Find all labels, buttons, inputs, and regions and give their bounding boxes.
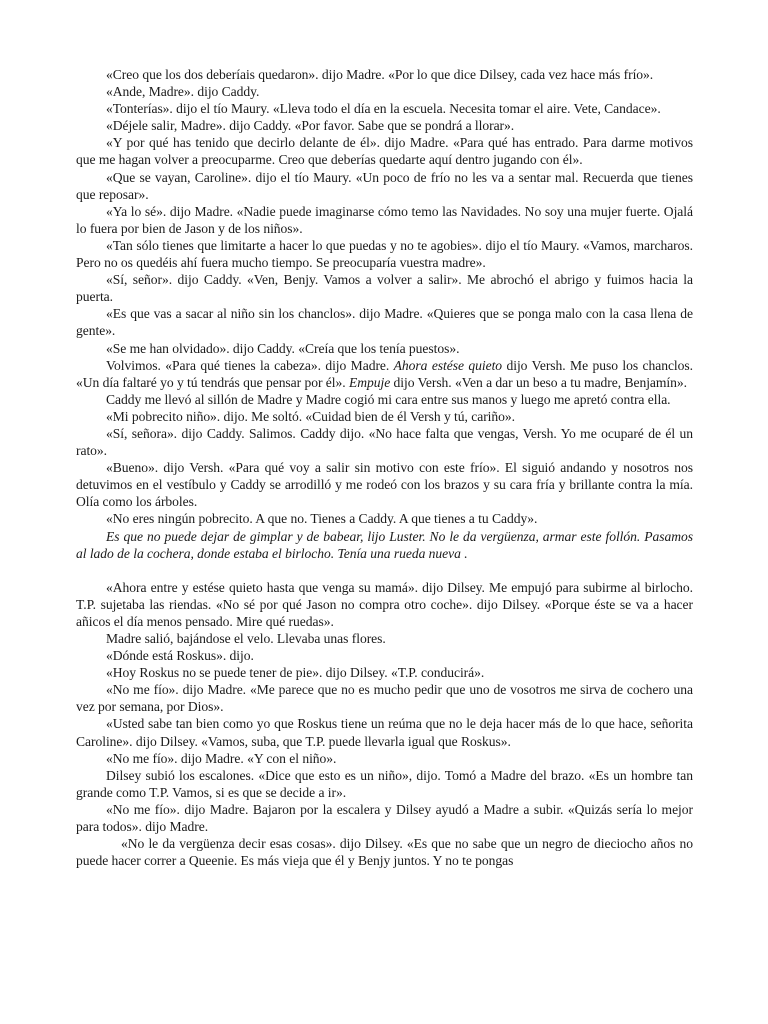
paragraph xyxy=(76,305,693,339)
text-run: «No me fío». dijo Madre. «Me parece que no es mucho pedir que uno de vosotros me sirva de cochero una vez por semana, por Dios». xyxy=(76,682,693,715)
paragraph xyxy=(76,83,693,100)
paragraph xyxy=(76,681,693,715)
text-run: Dilsey subió los escalones. «Dice que esto es un niño», dijo. Tomó a Madre del brazo. «Es un hombre tan grande como T.P. Vamos, si es que se decide a ir». xyxy=(76,767,693,800)
italic-text-run: Ahora estése quieto xyxy=(393,357,503,373)
paragraph xyxy=(76,767,693,801)
text-run: «No eres ningún pobrecito. A que no. Tienes a Caddy. A que tienes a tu Caddy». xyxy=(106,511,538,527)
text-run: «No me fío». dijo Madre. «Y con el niño». xyxy=(106,750,337,766)
text-run: «Mi pobrecito niño». dijo. Me soltó. «Cuidad bien de él Versh y tú, cariño». xyxy=(106,408,515,424)
paragraph xyxy=(76,835,693,869)
text-run: «Sí, señora». dijo Caddy. Salimos. Caddy dijo. «No hace falta que vengas, Versh. Yo me ocuparé de él un rato». xyxy=(76,425,693,459)
text-run: «Usted sabe tan bien como yo que Roskus tiene un reúma que no le deja hacer más de lo que hace, señorita Caroline». dijo Dilsey. «Vamos, suba, que T.P. puede llevarla igual que Roskus». xyxy=(76,716,693,749)
text-run: «Ahora entre y estése quieto hasta que venga su mamá». dijo Dilsey. Me empujó para subirme al birlocho. T.P. sujetaba las riendas. «No sé por qué Jason no compra otro coche». dijo Dilsey. «Porque éste se va a hacer añicos el día menos pensado. Mire qué ruedas». xyxy=(76,579,693,629)
text-run: «Hoy Roskus no se puede tener de pie». dijo Dilsey. «T.P. conducirá». xyxy=(106,665,485,681)
text-run: Caddy me llevó al sillón de Madre y Madre cogió mi cara entre sus manos y luego me apretó contra ella. xyxy=(106,391,671,407)
text-run: dijo Versh. «Ven a dar un beso a tu madre, Benjamín». xyxy=(390,374,688,390)
text-run: «Y por qué has tenido que decirlo delante de él». dijo Madre. «Para qué has entrado. Para darme motivos que me hagan volver a preocuparme. Creo que deberías quedarte aquí dentro jugando con él». xyxy=(76,135,693,168)
italic-text-run: Empuje xyxy=(348,374,391,390)
text-run: Volvimos. «Para qué tienes la cabeza». dijo Madre. xyxy=(106,357,394,373)
paragraph xyxy=(76,715,693,749)
text-run: «No le da vergüenza decir esas cosas». dijo Dilsey. «Es que no sabe que un negro de dieciocho años no puede hacer correr a Queenie. Es más vieja que él y Benjy juntos. Y no te pongas xyxy=(76,836,693,869)
paragraph xyxy=(76,750,693,767)
paragraph xyxy=(76,408,693,425)
text-run: «Que se vayan, Caroline». dijo el tío Maury. «Un poco de frío no les va a sentar mal. Recuerda que tienes que reposar». xyxy=(76,169,693,202)
italic-text-run: Es que no puede dejar de gimplar y de babear, lijo Luster. No le da vergüenza, armar este follón. Pasamos al lado de la cochera, donde estaba el birlocho. Tenía una rueda nueva . xyxy=(76,528,693,561)
text-run: «Tonterías». dijo el tío Maury. «Lleva todo el día en la escuela. Necesita tomar el aire. Vete, Candace». xyxy=(106,101,661,117)
text-run: «Déjele salir, Madre». dijo Caddy. «Por favor. Sabe que se pondrá a llorar». xyxy=(106,118,515,134)
text-run: «Bueno». dijo Versh. «Para qué voy a salir sin motivo con este frío». El siguió andando y nosotros nos detuvimos en el vestíbulo y Caddy se arrodilló y me rodeó con los brazos y su cara fría y brillante contra la mía. Olía como los árboles. xyxy=(76,460,693,510)
paragraph xyxy=(76,801,693,835)
paragraph xyxy=(76,100,693,117)
paragraph xyxy=(76,134,693,168)
paragraph xyxy=(76,425,693,459)
paragraph xyxy=(76,271,693,305)
paragraph xyxy=(76,169,693,203)
text-run: «Es que vas a sacar al niño sin los chanclos». dijo Madre. «Quieres que se ponga malo con la casa llena de gente». xyxy=(76,306,693,339)
text-run: «Creo que los dos deberíais quedaron». dijo Madre. «Por lo que dice Dilsey, cada vez hace más frío». xyxy=(106,67,654,82)
paragraph xyxy=(76,237,693,271)
text-run: «Ya lo sé». dijo Madre. «Nadie puede imaginarse cómo temo las Navidades. No soy una mujer fuerte. Ojalá lo fuera por bien de Jason y de los niños». xyxy=(76,203,693,236)
text-run: «Sí, señor». dijo Caddy. «Ven, Benjy. Vamos a volver a salir». Me abrochó el abrigo y fuimos hacia la puerta. xyxy=(76,272,693,305)
text-run: «Ande, Madre». dijo Caddy. xyxy=(106,84,260,100)
paragraph xyxy=(76,510,693,527)
paragraph xyxy=(76,391,693,408)
text-run: «Tan sólo tienes que limitarte a hacer lo que puedas y no te agobies». dijo el tío Maury. «Vamos, marcharos. Pero no os quedéis ahí fuera mucho tiempo. Se preocuparía vuestra madre». xyxy=(76,237,693,271)
paragraph xyxy=(76,203,693,237)
paragraph xyxy=(76,357,693,391)
paragraph xyxy=(76,66,693,83)
paragraph xyxy=(76,579,693,630)
paragraph xyxy=(76,528,693,562)
text-run: «No me fío». dijo Madre. Bajaron por la escalera y Dilsey ayudó a Madre a subir. «Quizás sería lo mejor para todos». dijo Madre. xyxy=(76,801,693,835)
paragraph xyxy=(76,459,693,510)
text-run: «Dónde está Roskus». dijo. xyxy=(106,648,254,664)
paragraph xyxy=(76,630,693,647)
body-text xyxy=(76,66,693,869)
paragraph xyxy=(76,664,693,681)
paragraph xyxy=(76,340,693,357)
text-run: «Se me han olvidado». dijo Caddy. «Creía que los tenía puestos». xyxy=(106,340,460,356)
paragraph xyxy=(76,647,693,664)
text-run: Madre salió, bajándose el velo. Llevaba unas flores. xyxy=(106,631,386,646)
text-run: dijo Versh. Me puso los chanclos. «Un día faltaré yo y tú tendrás que pensar por él». xyxy=(76,357,693,390)
paragraph xyxy=(76,117,693,134)
